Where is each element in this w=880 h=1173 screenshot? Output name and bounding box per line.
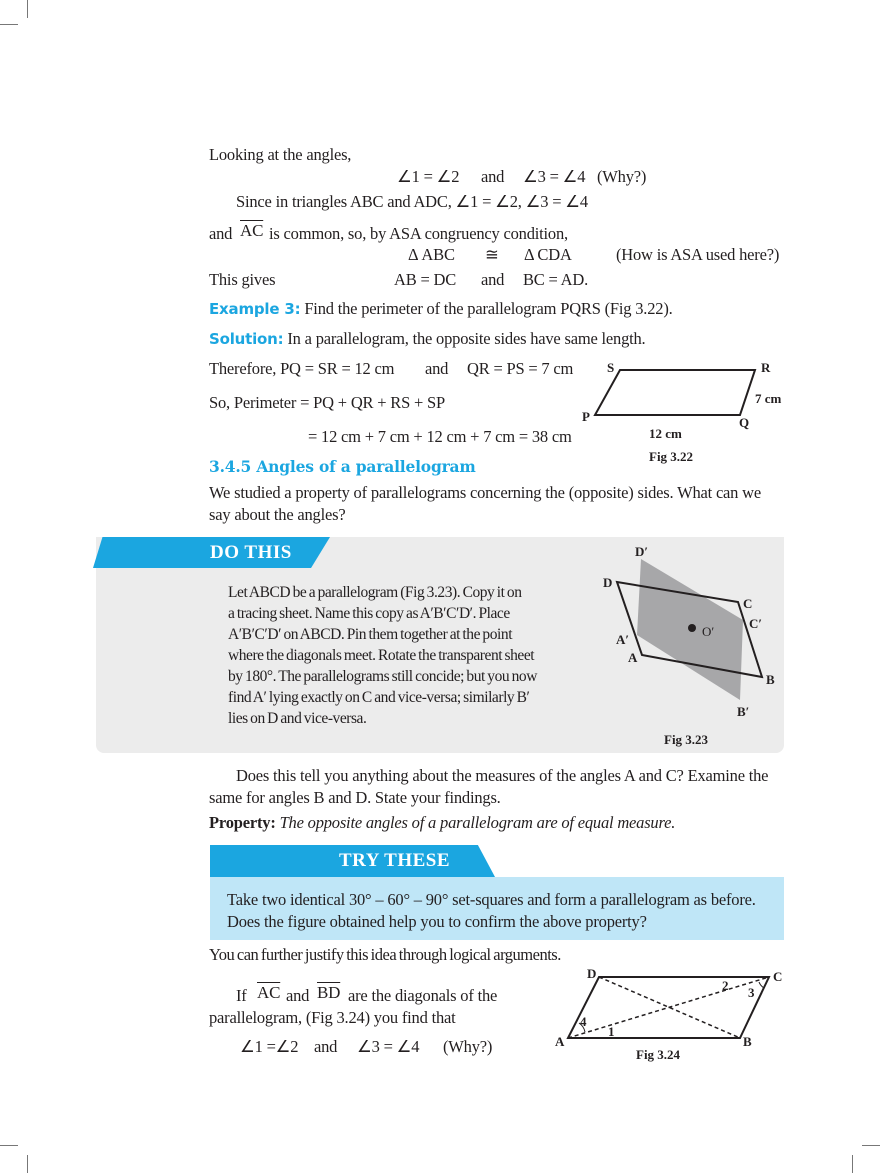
text: parallelogram, (Fig 3.24) you find that xyxy=(209,1008,456,1027)
angle-label-4: 4 xyxy=(580,1014,587,1029)
label-r: R xyxy=(761,360,771,375)
math: BC = AD. xyxy=(523,270,589,289)
label-a: A xyxy=(555,1034,565,1049)
math: AB = DC xyxy=(394,270,456,289)
text: (Why?) xyxy=(597,167,647,186)
solution-label: Solution: xyxy=(209,330,284,348)
crop-mark xyxy=(27,1155,28,1173)
label-q: Q xyxy=(739,415,750,430)
property-text: The opposite angles of a parallelogram are of equal measure. xyxy=(279,813,676,832)
text: are the diagonals of the xyxy=(348,986,498,1005)
angle-label-1: 1 xyxy=(608,1024,615,1039)
segment-ac: $\overline{AC}$ xyxy=(240,221,264,240)
text: Therefore, PQ = SR = 12 cm xyxy=(209,359,395,378)
label-side-pq: 12 cm xyxy=(649,426,682,441)
text: This gives xyxy=(209,270,276,289)
text: where the diagonals meet. Rotate the transparent sheet xyxy=(228,647,535,664)
text: Take two identical 30° – 60° – 90° set-squares and form a parallelogram as before. xyxy=(227,890,756,909)
text: lies on D and vice-versa. xyxy=(228,710,367,727)
text: by 180°. The parallelograms still concide; but you now xyxy=(228,668,537,685)
label-s: S xyxy=(607,360,615,375)
text: is common, so, by ASA congruency condition, xyxy=(269,224,568,243)
crop-mark xyxy=(862,1145,880,1146)
text: say about the angles? xyxy=(209,505,346,524)
text: same for angles B and D. State your findings. xyxy=(209,788,501,807)
text: We studied a property of parallelograms concerning the (opposite) sides. What can we xyxy=(209,483,761,502)
text: (How is ASA used here?) xyxy=(616,245,780,264)
try-these-title: TRY THESE xyxy=(339,850,451,871)
text: So, Perimeter = PQ + QR + RS + SP xyxy=(209,393,445,412)
text: and xyxy=(481,167,505,186)
segment-bd: $\overline{BD}$ xyxy=(317,983,341,1002)
label-c: C xyxy=(773,969,783,984)
text: and xyxy=(481,270,505,289)
math: ≅ xyxy=(485,245,499,264)
angle-label-3: 3 xyxy=(748,985,755,1000)
label-side-qr: 7 cm xyxy=(755,391,782,406)
label-d-prime: D′ xyxy=(635,544,649,559)
text: Does this tell you anything about the measures of the angles A and C? Examine the xyxy=(236,766,769,785)
figure-3-22 xyxy=(575,355,795,465)
text: QR = PS = 7 cm xyxy=(467,359,574,378)
example-text: Find the perimeter of the parallelogram PQRS (Fig 3.22). xyxy=(304,299,673,318)
math: ∠3 = ∠4 xyxy=(357,1037,420,1056)
angle-label-2: 2 xyxy=(722,978,729,993)
label-d: D xyxy=(603,575,613,590)
section-heading: 3.4.5 Angles of a parallelogram xyxy=(209,457,476,476)
crop-mark xyxy=(0,1145,18,1146)
label-c: C xyxy=(743,596,753,611)
solution-text: In a parallelogram, the opposite sides have same length. xyxy=(287,329,646,348)
text: = 12 cm + 7 cm + 12 cm + 7 cm = 38 cm xyxy=(308,427,572,446)
text: If xyxy=(236,986,247,1005)
segment-ac: $\overline{AC}$ xyxy=(257,983,281,1002)
text: find A′ lying exactly on C and vice-versa; similarly B′ xyxy=(228,689,530,706)
math: Δ CDA xyxy=(524,245,572,264)
text: and xyxy=(209,224,233,243)
figure-caption: Fig 3.22 xyxy=(649,449,694,464)
text: (Why?) xyxy=(443,1037,493,1056)
label-c-prime: C′ xyxy=(749,616,763,631)
text: and xyxy=(425,359,449,378)
label-b: B xyxy=(766,672,775,687)
label-o-prime: O′ xyxy=(702,624,715,639)
figure-caption: Fig 3.24 xyxy=(636,1047,681,1062)
math: Δ ABC xyxy=(408,245,455,264)
crop-mark xyxy=(27,0,28,18)
figure-caption: Fig 3.23 xyxy=(664,732,709,747)
property-label: Property: xyxy=(209,813,276,832)
math: ∠1 = ∠2 xyxy=(397,167,460,186)
math: ∠1 =∠2 xyxy=(240,1037,299,1056)
do-this-title: DO THIS xyxy=(210,542,292,563)
text-line: Since in triangles ABC and ADC, ∠1 = ∠2, ∠3 = ∠4 xyxy=(236,192,588,211)
crop-mark xyxy=(0,24,18,25)
label-p: P xyxy=(582,409,590,424)
figure-3-24 xyxy=(550,960,790,1070)
label-b-prime: B′ xyxy=(737,704,750,719)
text: and xyxy=(314,1037,338,1056)
crop-mark xyxy=(852,1155,853,1173)
example-label: Example 3: xyxy=(209,300,301,318)
text: Let ABCD be a parallelogram (Fig 3.23). Copy it on xyxy=(228,584,522,601)
math: ∠3 = ∠4 xyxy=(523,167,586,186)
text: You can further justify this idea through logical arguments. xyxy=(209,945,561,964)
text: a tracing sheet. Name this copy as A′B′C′D′. Place xyxy=(228,605,510,622)
text-line: Looking at the angles, xyxy=(209,145,352,164)
figure-3-23 xyxy=(590,540,790,750)
text: A′B′C′D′ on ABCD. Pin them together at the point xyxy=(228,626,513,643)
text: and xyxy=(286,986,310,1005)
label-a: A xyxy=(628,650,638,665)
label-d: D xyxy=(587,966,597,981)
label-a-prime: A′ xyxy=(616,632,630,647)
text: Does the figure obtained help you to confirm the above property? xyxy=(227,912,647,931)
label-b: B xyxy=(743,1034,752,1049)
